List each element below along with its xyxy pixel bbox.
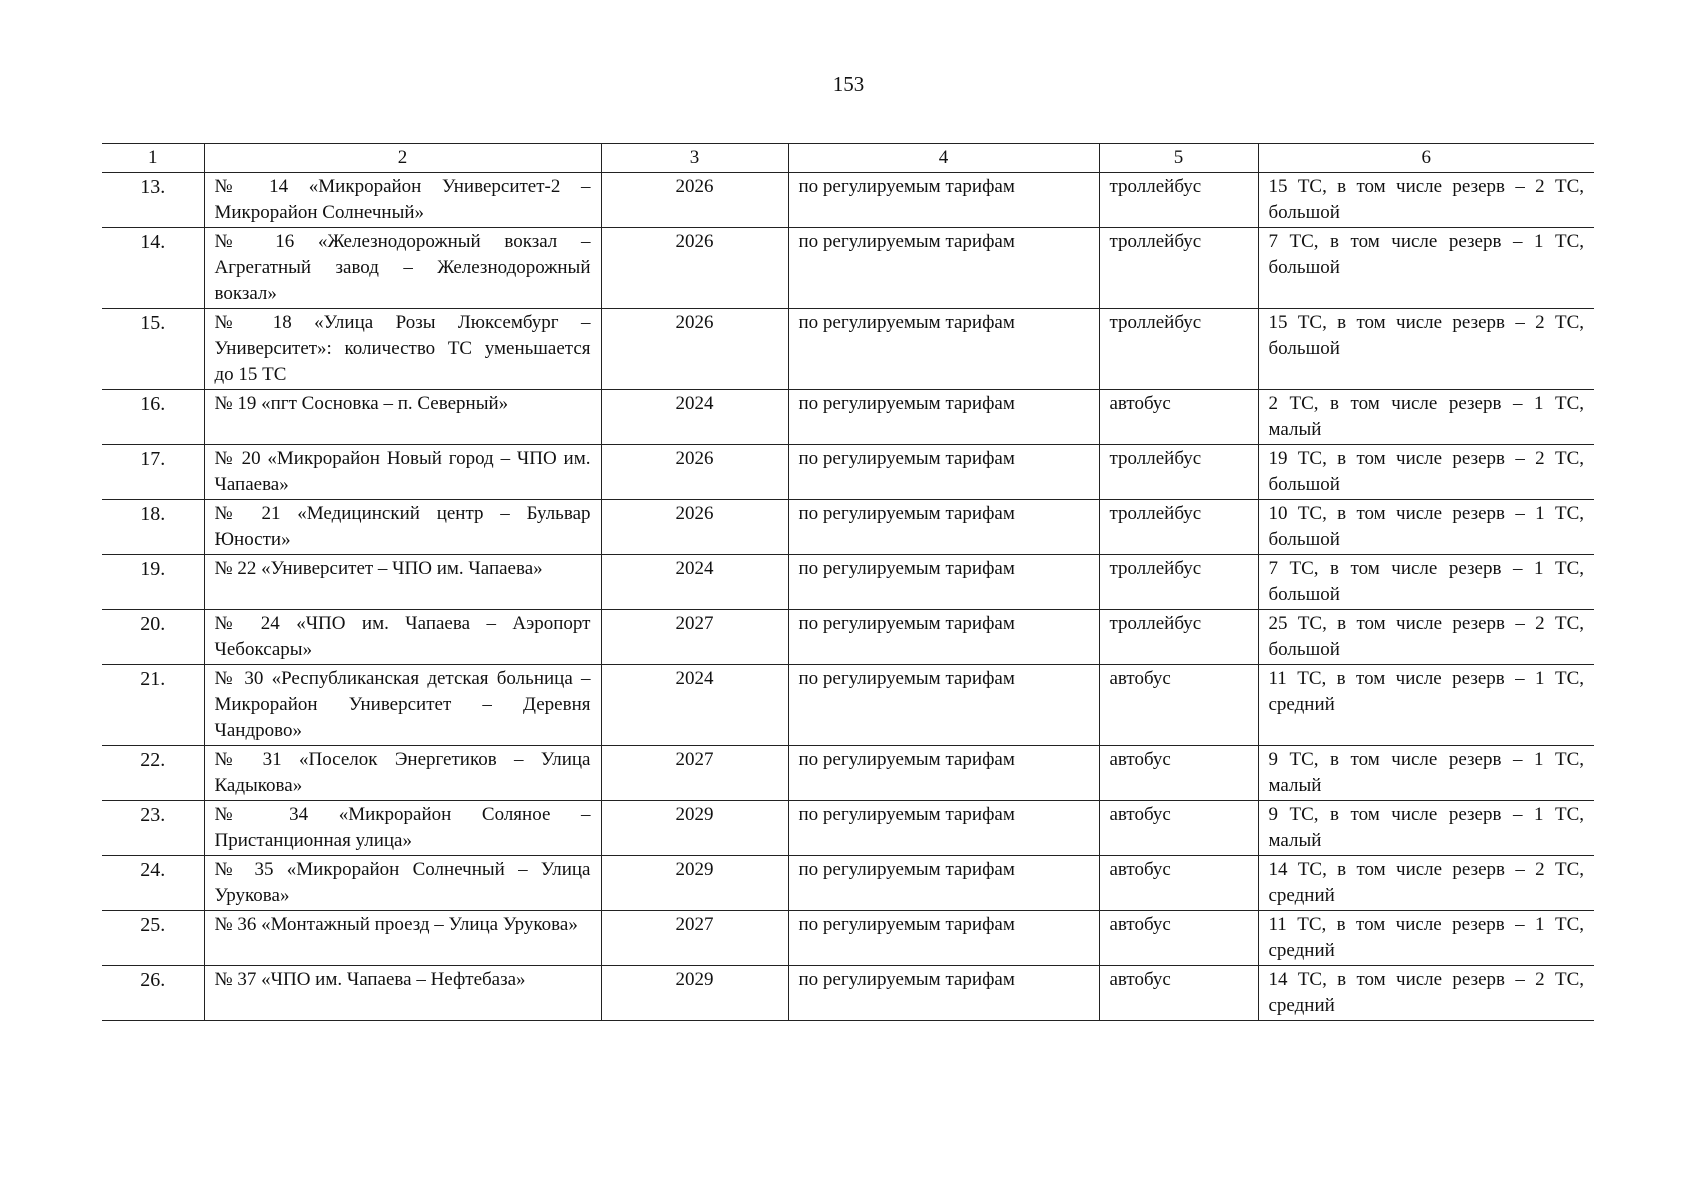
routes-table xyxy=(102,143,1594,1021)
column-header: 2 xyxy=(204,144,601,173)
column-header: 6 xyxy=(1258,144,1594,173)
vehicle-type-cell: автобус xyxy=(1099,390,1258,445)
year-cell: 2026 xyxy=(601,500,788,555)
fleet-cell: 10 ТС, в том числе резерв – 1 ТС, большой xyxy=(1258,500,1594,555)
year-cell: 2024 xyxy=(601,665,788,746)
tariff-cell: по регулируемым тарифам xyxy=(788,445,1099,500)
vehicle-type-cell: автобус xyxy=(1099,746,1258,801)
page-number: 153 xyxy=(832,72,865,96)
year-cell: 2026 xyxy=(601,228,788,309)
tariff-cell: по регулируемым тарифам xyxy=(788,390,1099,445)
route-name-cell: № 21 «Медицинский центр – Бульвар Юности» xyxy=(204,500,601,555)
vehicle-type-cell: троллейбус xyxy=(1099,610,1258,665)
row-number: 13. xyxy=(102,173,204,228)
vehicle-type-cell: автобус xyxy=(1099,966,1258,1021)
row-number: 16. xyxy=(102,390,204,445)
row-number: 20. xyxy=(102,610,204,665)
route-name-cell: № 24 «ЧПО им. Чапаева – Аэропорт Чебоксары» xyxy=(204,610,601,665)
vehicle-type-cell: троллейбус xyxy=(1099,555,1258,610)
column-header: 1 xyxy=(102,144,204,173)
row-number: 17. xyxy=(102,445,204,500)
row-number: 19. xyxy=(102,555,204,610)
tariff-cell: по регулируемым тарифам xyxy=(788,500,1099,555)
year-cell: 2029 xyxy=(601,801,788,856)
vehicle-type-cell: автобус xyxy=(1099,801,1258,856)
tariff-cell: по регулируемым тарифам xyxy=(788,228,1099,309)
year-cell: 2024 xyxy=(601,390,788,445)
fleet-cell: 15 ТС, в том числе резерв – 2 ТС, большой xyxy=(1258,309,1594,390)
fleet-cell: 14 ТС, в том числе резерв – 2 ТС, средний xyxy=(1258,856,1594,911)
tariff-cell: по регулируемым тарифам xyxy=(788,309,1099,390)
tariff-cell: по регулируемым тарифам xyxy=(788,801,1099,856)
route-name-cell: № 31 «Поселок Энергетиков – Улица Кадыкова» xyxy=(204,746,601,801)
route-name-cell: № 30 «Республиканская детская больница – Микрорайон Университет – Деревня Чандрово» xyxy=(204,665,601,746)
row-number: 18. xyxy=(102,500,204,555)
tariff-cell: по регулируемым тарифам xyxy=(788,665,1099,746)
table-row xyxy=(102,911,1594,966)
table-row xyxy=(102,801,1594,856)
table-row xyxy=(102,390,1594,445)
tariff-cell: по регулируемым тарифам xyxy=(788,610,1099,665)
route-name-cell: № 16 «Железнодорожный вокзал – Агрегатный завод – Железнодорожный вокзал» xyxy=(204,228,601,309)
route-name-cell: № 35 «Микрорайон Солнечный – Улица Урукова» xyxy=(204,856,601,911)
tariff-cell: по регулируемым тарифам xyxy=(788,746,1099,801)
route-name-cell: № 14 «Микрорайон Университет-2 – Микрорайон Солнечный» xyxy=(204,173,601,228)
vehicle-type-cell: троллейбус xyxy=(1099,228,1258,309)
tariff-cell: по регулируемым тарифам xyxy=(788,966,1099,1021)
row-number: 23. xyxy=(102,801,204,856)
column-header: 3 xyxy=(601,144,788,173)
year-cell: 2029 xyxy=(601,966,788,1021)
fleet-cell: 9 ТС, в том числе резерв – 1 ТС, малый xyxy=(1258,746,1594,801)
vehicle-type-cell: автобус xyxy=(1099,665,1258,746)
row-number: 25. xyxy=(102,911,204,966)
year-cell: 2026 xyxy=(601,445,788,500)
route-name-cell: № 34 «Микрорайон Соляное – Пристанционная улица» xyxy=(204,801,601,856)
tariff-cell: по регулируемым тарифам xyxy=(788,911,1099,966)
vehicle-type-cell: автобус xyxy=(1099,911,1258,966)
year-cell: 2026 xyxy=(601,173,788,228)
row-number: 24. xyxy=(102,856,204,911)
route-name-cell: № 18 «Улица Розы Люксембург – Университет»: количество ТС уменьшается до 15 ТС xyxy=(204,309,601,390)
fleet-cell: 25 ТС, в том числе резерв – 2 ТС, большой xyxy=(1258,610,1594,665)
fleet-cell: 7 ТС, в том числе резерв – 1 ТС, большой xyxy=(1258,228,1594,309)
route-name-cell: № 37 «ЧПО им. Чапаева – Нефтебаза» xyxy=(204,966,601,1021)
table-row xyxy=(102,746,1594,801)
row-number: 15. xyxy=(102,309,204,390)
fleet-cell: 2 ТС, в том числе резерв – 1 ТС, малый xyxy=(1258,390,1594,445)
table-row xyxy=(102,555,1594,610)
year-cell: 2029 xyxy=(601,856,788,911)
table-row xyxy=(102,228,1594,309)
table-row xyxy=(102,856,1594,911)
fleet-cell: 14 ТС, в том числе резерв – 2 ТС, средний xyxy=(1258,966,1594,1021)
fleet-cell: 11 ТС, в том числе резерв – 1 ТС, средний xyxy=(1258,911,1594,966)
fleet-cell: 9 ТС, в том числе резерв – 1 ТС, малый xyxy=(1258,801,1594,856)
table-row xyxy=(102,500,1594,555)
row-number: 22. xyxy=(102,746,204,801)
vehicle-type-cell: троллейбус xyxy=(1099,445,1258,500)
route-name-cell: № 20 «Микрорайон Новый город – ЧПО им. Чапаева» xyxy=(204,445,601,500)
vehicle-type-cell: троллейбус xyxy=(1099,500,1258,555)
row-number: 26. xyxy=(102,966,204,1021)
route-name-cell: № 36 «Монтажный проезд – Улица Урукова» xyxy=(204,911,601,966)
fleet-cell: 7 ТС, в том числе резерв – 1 ТС, большой xyxy=(1258,555,1594,610)
tariff-cell: по регулируемым тарифам xyxy=(788,173,1099,228)
fleet-cell: 19 ТС, в том числе резерв – 2 ТС, большой xyxy=(1258,445,1594,500)
table-row xyxy=(102,610,1594,665)
column-header: 4 xyxy=(788,144,1099,173)
column-header: 5 xyxy=(1099,144,1258,173)
year-cell: 2026 xyxy=(601,309,788,390)
route-name-cell: № 19 «пгт Сосновка – п. Северный» xyxy=(204,390,601,445)
route-name-cell: № 22 «Университет – ЧПО им. Чапаева» xyxy=(204,555,601,610)
tariff-cell: по регулируемым тарифам xyxy=(788,856,1099,911)
year-cell: 2027 xyxy=(601,610,788,665)
table-row xyxy=(102,173,1594,228)
tariff-cell: по регулируемым тарифам xyxy=(788,555,1099,610)
year-cell: 2024 xyxy=(601,555,788,610)
table-row xyxy=(102,309,1594,390)
vehicle-type-cell: автобус xyxy=(1099,856,1258,911)
vehicle-type-cell: троллейбус xyxy=(1099,173,1258,228)
vehicle-type-cell: троллейбус xyxy=(1099,309,1258,390)
table-header-row xyxy=(102,144,1594,173)
row-number: 14. xyxy=(102,228,204,309)
fleet-cell: 15 ТС, в том числе резерв – 2 ТС, большой xyxy=(1258,173,1594,228)
table-row xyxy=(102,665,1594,746)
year-cell: 2027 xyxy=(601,911,788,966)
table-row xyxy=(102,966,1594,1021)
fleet-cell: 11 ТС, в том числе резерв – 1 ТС, средний xyxy=(1258,665,1594,746)
row-number: 21. xyxy=(102,665,204,746)
table-row xyxy=(102,445,1594,500)
year-cell: 2027 xyxy=(601,746,788,801)
